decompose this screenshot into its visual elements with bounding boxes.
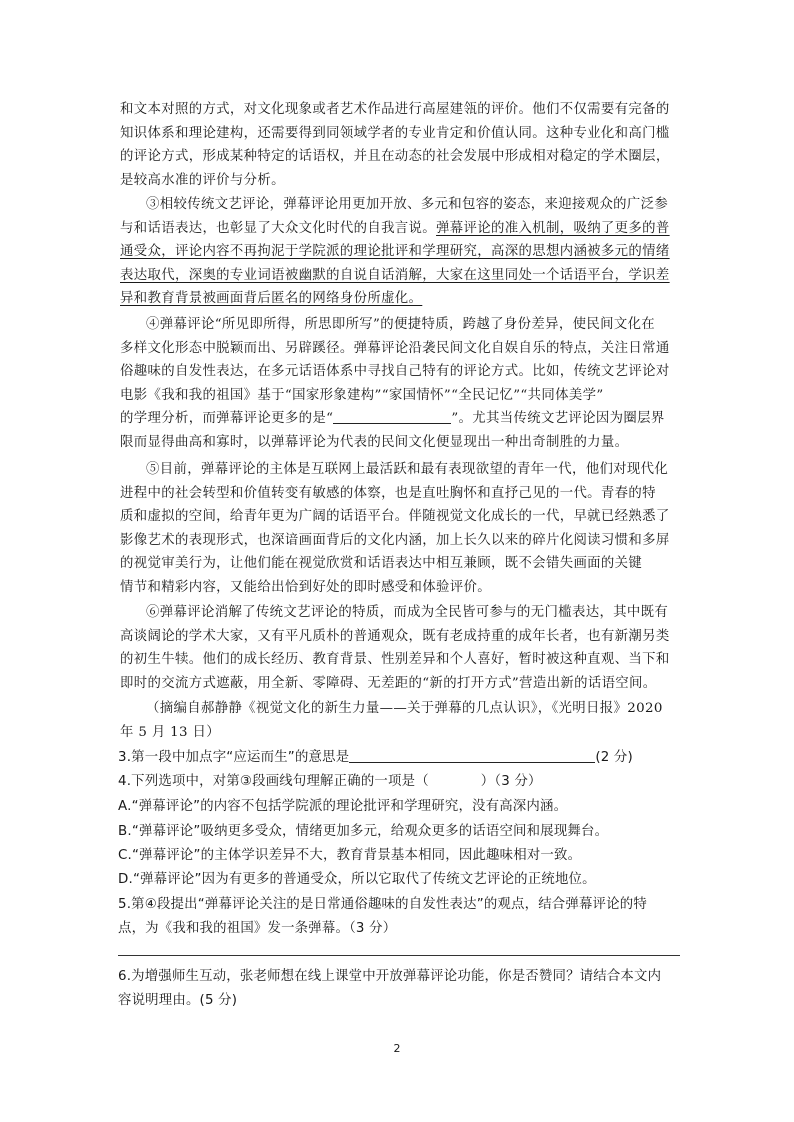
option-d: D.“弹幕评论”因为有更多的普通受众，所以它取代了传统文艺评论的正统地位。 xyxy=(118,872,596,887)
paragraph-4 xyxy=(120,313,680,455)
question-6-line2: 容说明理由。(5 分) xyxy=(118,993,238,1008)
text-line: 知识体系和理论建构，还需要得到同领域学者的专业肯定和价值认同。这种专业化和高门槛 xyxy=(120,125,670,141)
text-line: 俗趣味的自发性表达，在多元话语体系中寻找自己特有的评论方式。比如，传统文艺评论对 xyxy=(120,364,670,380)
text-line: 和文本对照的方式，对文化现象或者艺术作品进行高屋建瓴的评价。他们不仅需要有完备的 xyxy=(120,102,670,117)
question-6-line1: 6.为增强师生互动，张老师想在线上课堂中开放弹幕评论功能，你是否赞同？请结合本文内 xyxy=(118,969,662,984)
paragraph-5 xyxy=(120,458,680,600)
source-citation xyxy=(120,697,680,744)
citation-line: 年 5 月 13 日） xyxy=(120,724,220,740)
text-line: 是较高水准的评价与分析。 xyxy=(120,172,285,188)
question-text: 3.第一段中加点字“应运而生”的意思是 xyxy=(118,750,350,765)
text-line: 多样文化形态中脱颖而出、另辟蹊径。弹幕评论沿袭民间文化自娱自乐的特点，关注日常通 xyxy=(120,340,670,356)
paragraph-intro xyxy=(120,98,680,192)
text-line: 即时的交流方式遮蔽，用全新、零障碍、无差距的“新的打开方式”营造出新的话语空间。 xyxy=(120,675,657,691)
paragraph-6 xyxy=(120,601,680,695)
text-line: 进程中的社会转型和价值转变有敏感的体察，也是直吐胸怀和直抒己见的一代。青春的特 xyxy=(120,485,656,501)
fill-in-blank[interactable] xyxy=(333,409,451,424)
text-line: 高谈阔论的学术大家，又有平凡质朴的普通观众，既有老成持重的成年长者，也有新潮另类 xyxy=(120,628,670,644)
text-line: 质和虚拟的空间，给青年更为广阔的话语平台。伴随视觉文化成长的一代，早就已经熟悉了 xyxy=(120,509,670,525)
text-line: ④弹幕评论“所见即所得，所思即所写”的便捷特质，跨越了身份差异，使民间文化在 xyxy=(146,317,656,332)
answer-line[interactable] xyxy=(118,955,680,956)
text-fragment: 的学理分析，而弹幕评论更多的是“ xyxy=(120,411,334,427)
option-a: A.“弹幕评论”的内容不包括学院派的理论批评和学理研究，没有高深内涵。 xyxy=(118,799,568,814)
question-5-line1: 5.第④段提出“弹幕评论关注的是日常通俗趣味的自发性表达”的观点，结合弹幕评论的特 xyxy=(118,897,647,912)
question-3 xyxy=(118,746,680,770)
text-line: 情节和精彩内容，又能给出恰到好处的即时感受和体验评价。 xyxy=(120,579,491,595)
question-score: (2 分) xyxy=(595,750,633,765)
text-line xyxy=(120,217,680,241)
text-line: 限而显得曲高和寡时，以弹幕评论为代表的民间文化便显现出一种出奇制胜的力量。 xyxy=(120,434,629,450)
question-text: 4.下列选项中，对第③段画线句理解正确的一项是（ xyxy=(118,774,429,789)
paragraph-3 xyxy=(120,193,680,311)
plain-text: 与和话语表达，也彰显了大众文化时代的自我言说。 xyxy=(120,220,437,236)
answer-blank[interactable] xyxy=(349,748,595,763)
question-score: ）（3 分） xyxy=(480,774,542,789)
option-b: B.“弹幕评论”吸纳更多受众，情绪更加多元，给观众更多的话语空间和展现舞台。 xyxy=(118,824,609,839)
citation-line: （摘编自郝静静《视觉文化的新生力量——关于弹幕的几点认识》，《光明日报》2020 xyxy=(146,701,663,716)
text-fragment: ”。尤其当传统文艺评论因为圈层界 xyxy=(451,411,665,427)
text-line: ⑥弹幕评论消解了传统文艺评论的特质，而成为全民皆可参与的无门槛表达，其中既有 xyxy=(146,605,669,620)
underlined-sentence: 异和教育背景被画面背后匿名的网络身份所虚化。 xyxy=(120,291,423,307)
underlined-sentence: 表达取代，深奥的专业词语被幽默的自说自话消解，大家在这里同处一个话语平台，学识差 xyxy=(120,267,670,283)
underlined-sentence: 弹幕评论的准入机制，吸纳了更多的普 xyxy=(436,220,670,236)
text-line: 的视觉审美行为，让他们能在视觉欣赏和话语表达中相互兼顾，既不会错失画面的关键 xyxy=(120,556,643,572)
text-line: 的评论方式，形成某种特定的话语权，并且在动态的社会发展中形成相对稳定的学术圈层， xyxy=(120,149,670,165)
question-5-line2: 点，为《我和我的祖国》发一条弹幕。（3 分） xyxy=(118,921,397,936)
text-line: 的初生牛犊。他们的成长经历、教育背景、性别差异和个人喜好，暂时被这种直观、当下和 xyxy=(120,652,670,668)
text-line xyxy=(120,407,680,431)
text-line: 电影《我和我的祖国》基于“国家形象建构”“家国情怀”“全民记忆”“共同体美学” xyxy=(120,387,604,403)
option-c: C.“弹幕评论”的主体学识差异不大，教育背景基本相同，因此趣味相对一致。 xyxy=(118,848,582,863)
page-number: 2 xyxy=(393,1042,401,1055)
text-line: ③相较传统文艺评论，弹幕评论用更加开放、多元和包容的姿态，来迎接观众的广泛参 xyxy=(146,197,669,212)
question-4 xyxy=(118,770,680,794)
text-line: ⑤目前，弹幕评论的主体是互联网上最活跃和最有表现欲望的青年一代，他们对现代化 xyxy=(146,462,669,477)
underlined-sentence: 通受众，评论内容不再拘泥于学院派的理论批评和学理研究，高深的思想内涵被多元的情绪 xyxy=(120,244,670,260)
text-line: 影像艺术的表现形式，也深谙画面背后的文化内涵，加上长久以来的碎片化阅读习惯和多屏 xyxy=(120,532,670,548)
